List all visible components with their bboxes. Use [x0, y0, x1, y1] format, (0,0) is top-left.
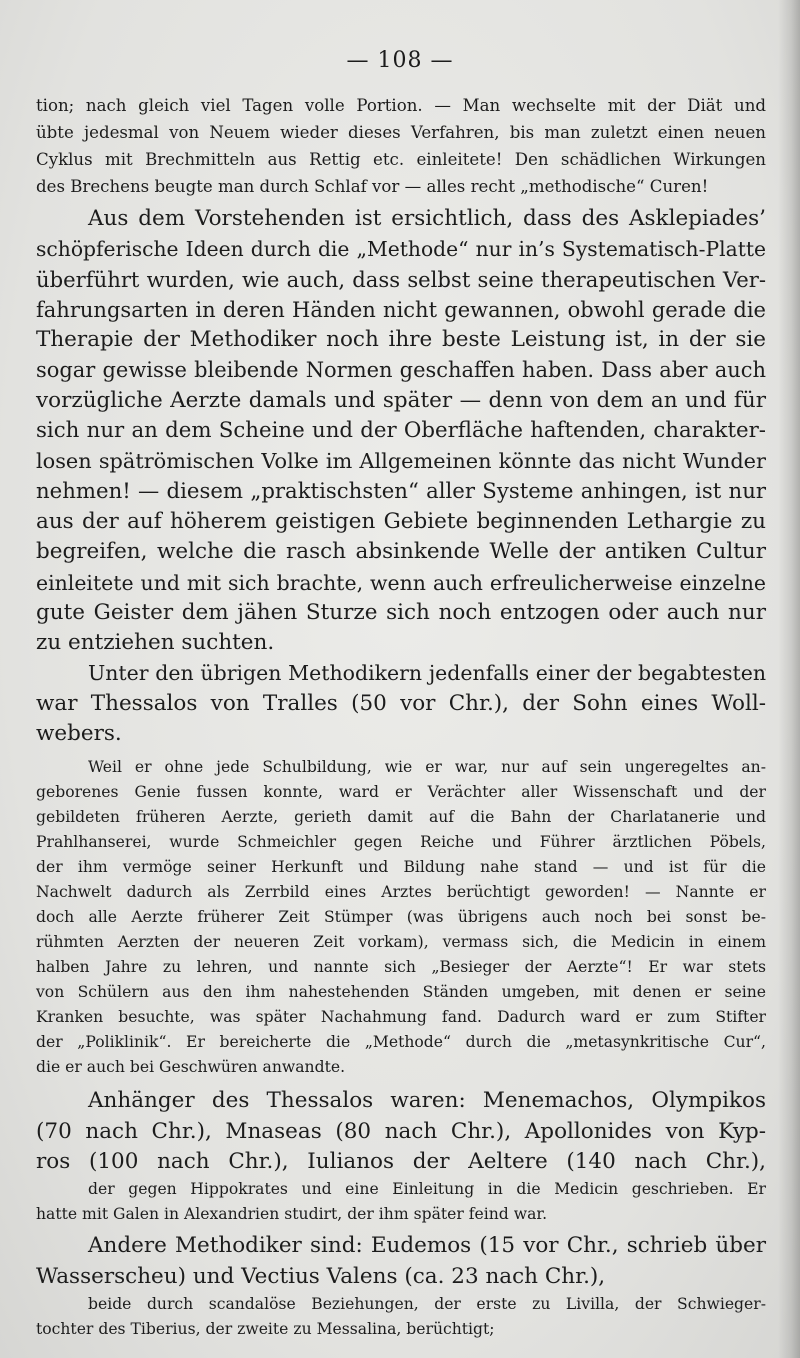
text-line: begreifen, welche die rasch absinkende Welle der antiken Cultur [36, 539, 766, 565]
text-line: tochter des Tiberius, der zweite zu Messalina, berüchtigt; [36, 1319, 495, 1338]
text-line: doch alle Aerzte früherer Zeit Stümper (was übrigens auch noch bei sonst be- [36, 908, 766, 927]
paragraph-asklepiades [36, 204, 766, 658]
text-line: vorzügliche Aerzte damals und später — denn von dem an und für [36, 387, 766, 413]
binding-shadow [778, 0, 800, 1358]
text-line: (70 nach Chr.), Mnaseas (80 nach Chr.), Apollonides von Kyp- [36, 1118, 766, 1144]
text-line: Aus dem Vorstehenden ist ersichtlich, dass des Asklepiades’ [88, 206, 766, 231]
text-line: gebildeten früheren Aerzte, gerieth damit auf die Bahn der Charlatanerie und [36, 808, 766, 827]
text-line: halben Jahre zu lehren, und nannte sich „Besieger der Aerzte“! Er war stets [36, 958, 766, 977]
text-line: schöpferische Ideen durch die „Methode“ nur in’s Systematisch-Platte [36, 237, 766, 262]
paragraph-diet-continuation [36, 92, 766, 200]
page-number: — 108 — [346, 48, 454, 73]
text-line: Cyklus mit Brechmitteln aus Rettig etc. einleitete! Den schädlichen Wirkungen [36, 150, 766, 169]
text-line: rühmten Aerzten der neueren Zeit vorkam), vermass sich, die Medicin in einem [36, 933, 766, 952]
paragraph-other-methodists [36, 1231, 766, 1292]
text-line: die er auch bei Geschwüren anwandte. [36, 1058, 346, 1077]
text-line: Nachwelt dadurch als Zerrbild eines Arztes berüchtigt geworden! — Nannte er [36, 883, 766, 902]
text-line: Anhänger des Thessalos waren: Menemachos, Olympikos [88, 1088, 766, 1114]
text-line: webers. [36, 721, 122, 747]
text-line: nehmen! — diesem „praktischsten“ aller Systeme anhingen, ist nur [36, 478, 766, 504]
text-line: Weil er ohne jede Schulbildung, wie er war, nur auf sein ungeregeltes an- [88, 758, 766, 777]
text-line: ros (100 nach Chr.), Iulianos der Aeltere (140 nach Chr.), [36, 1148, 766, 1174]
text-line: geborenes Genie fussen konnte, ward er Verächter aller Wissenschaft und der [36, 783, 766, 802]
text-line: tion; nach gleich viel Tagen volle Portion. — Man wechselte mit der Diät und [36, 96, 766, 115]
text-line: übte jedesmal von Neuem wieder dieses Verfahren, bis man zuletzt einen neuen [36, 123, 766, 142]
text-line: überführt wurden, wie auch, dass selbst seine therapeutischen Ver- [36, 266, 766, 292]
text-line: sich nur an dem Scheine und der Oberfläche haftenden, charakter- [36, 418, 766, 444]
text-line: Kranken besuchte, was später Nachahmung fand. Dadurch ward er zum Stifter [36, 1008, 766, 1027]
paragraph-followers [36, 1086, 766, 1177]
text-line: der gegen Hippokrates und eine Einleitung in die Medicin geschrieben. Er [88, 1180, 766, 1199]
text-line: des Brechens beugte man durch Schlaf vor — alles recht „methodische“ Curen! [36, 177, 709, 196]
text-line: Unter den übrigen Methodikern jedenfalls einer der begabtesten [88, 661, 766, 686]
text-line: Wasserscheu) und Vectius Valens (ca. 23 nach Chr.), [36, 1263, 606, 1289]
paragraph-thessalos [36, 658, 766, 749]
text-line: der ihm vermöge seiner Herkunft und Bildung nahe stand — und ist für die [36, 858, 766, 877]
text-line: losen spätrömischen Volke im Allgemeinen könnte das nicht Wunder [36, 449, 766, 474]
text-line: aus der auf höherem geistigen Gebiete beginnenden Lethargie zu [36, 508, 766, 534]
text-line: der „Poliklinik“. Er bereicherte die „Methode“ durch die „metasynkritische Cur“, [36, 1033, 766, 1052]
text-line: Prahlhanserei, wurde Schmeichler gegen Reiche und Führer ärztlichen Pöbels, [36, 833, 766, 852]
paragraph-iulianos-note [36, 1177, 766, 1227]
page-body [36, 92, 766, 1342]
text-line: Andere Methodiker sind: Eudemos (15 vor Chr., schrieb über [88, 1233, 766, 1259]
text-line: von Schülern aus den ihm nahestehenden Ständen umgeben, mit denen er seine [36, 983, 766, 1002]
text-line: einleitete und mit sich brachte, wenn auch erfreulicherweise einzelne [36, 570, 766, 595]
text-line: Therapie der Methodiker noch ihre beste Leistung ist, in der sie [36, 327, 766, 353]
paragraph-scandal-note [36, 1292, 766, 1342]
text-line: zu entziehen suchten. [36, 630, 275, 656]
paragraph-thessalos-note [36, 755, 766, 1080]
text-line: beide durch scandalöse Beziehungen, der erste zu Livilla, der Schwieger- [88, 1294, 766, 1313]
text-line: war Thessalos von Tralles (50 vor Chr.), der Sohn eines Woll- [36, 690, 766, 716]
text-line: sogar gewisse bleibende Normen geschaffen haben. Dass aber auch [36, 358, 766, 383]
text-line: gute Geister dem jähen Sturze sich noch entzogen oder auch nur [36, 599, 766, 625]
text-line: hatte mit Galen in Alexandrien studirt, der ihm später feind war. [36, 1205, 548, 1224]
text-line: fahrungsarten in deren Händen nicht gewannen, obwohl gerade die [36, 296, 766, 322]
